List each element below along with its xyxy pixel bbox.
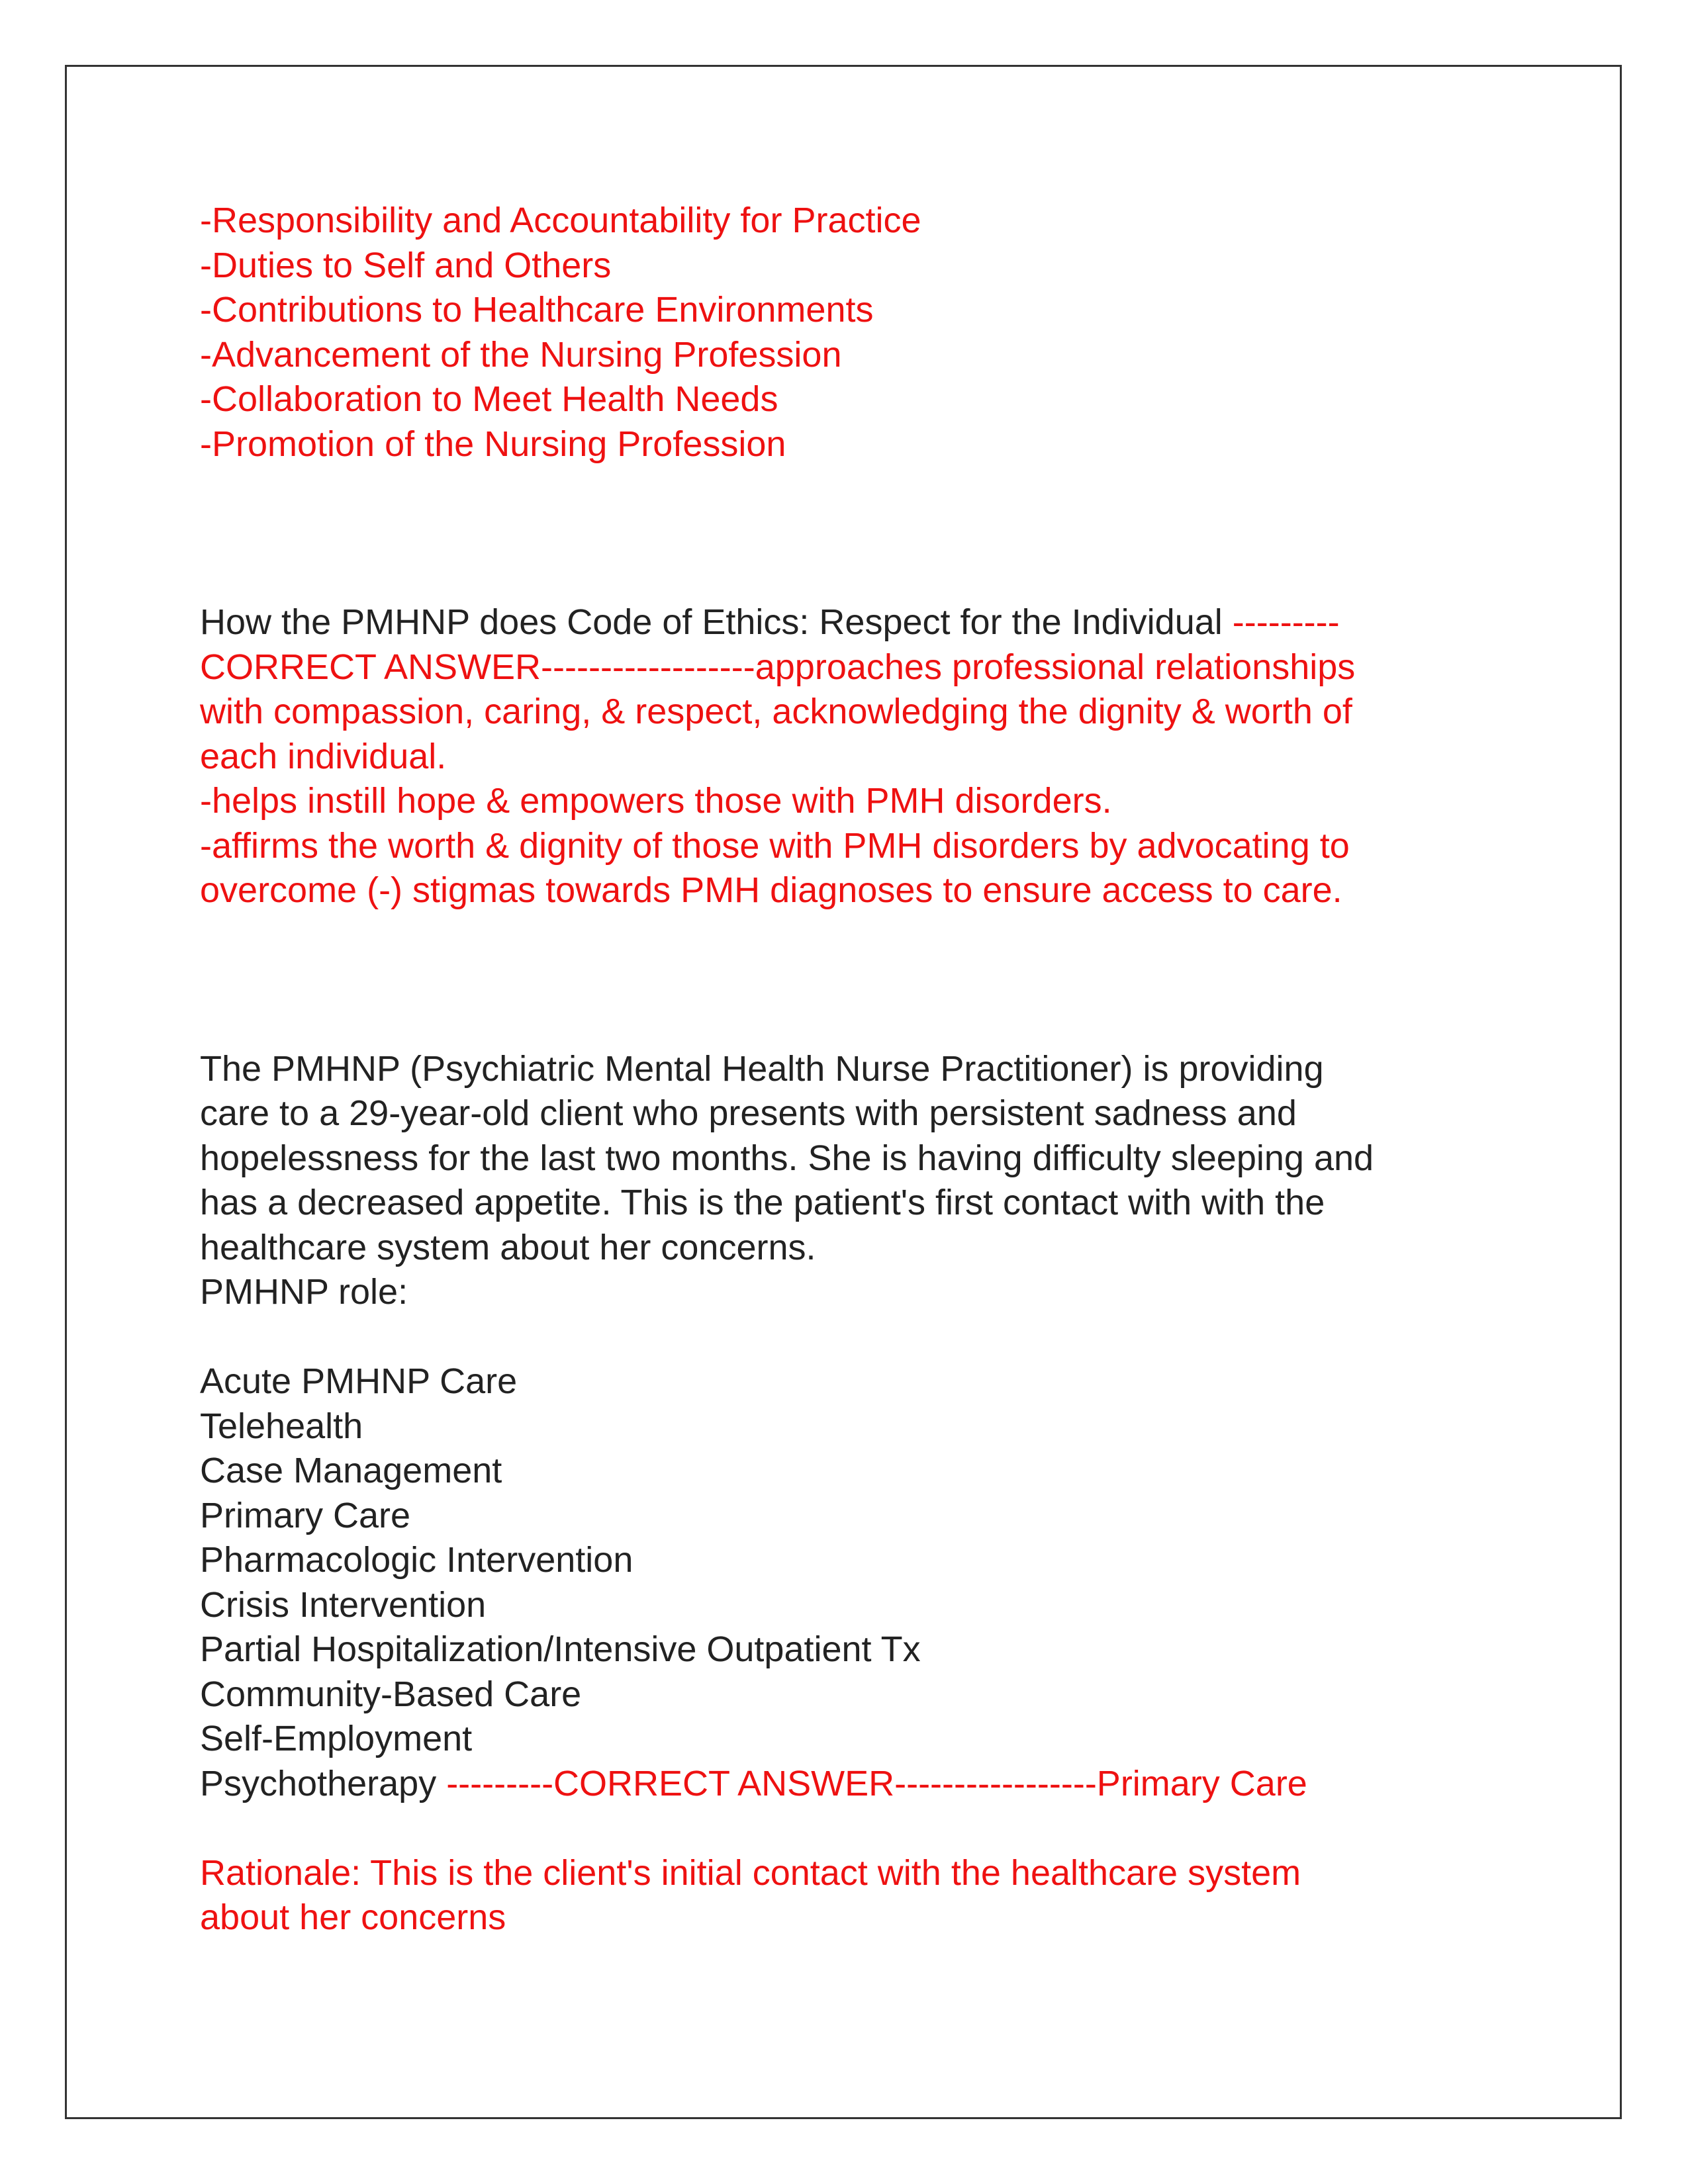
question-stem-line: care to a 29-year-old client who presents with persistent sadness and [200, 1093, 1297, 1133]
answer-line: -helps instill hope & empowers those with PMH disorders. [200, 781, 1112, 821]
answer-line: each individual. [200, 736, 447, 776]
answer-line: -affirms the worth & dignity of those with PMH disorders by advocating to [200, 825, 1350, 866]
section-gap [200, 467, 1511, 600]
ethics-list-item: -Advancement of the Nursing Profession [200, 334, 842, 375]
rationale [200, 1851, 1511, 1940]
option-item: Psychotherapy [200, 1763, 447, 1803]
question-stem-line: hopelessness for the last two months. She is having difficulty sleeping and [200, 1138, 1374, 1178]
ethics-list-item: -Promotion of the Nursing Profession [200, 424, 786, 464]
question-respect-individual [200, 600, 1511, 913]
answer-separator: --------- [1232, 602, 1340, 642]
ethics-list-item: -Contributions to Healthcare Environments [200, 290, 874, 330]
rationale-line: Rationale: This is the client's initial contact with the healthcare system [200, 1852, 1301, 1893]
answer-line: overcome (-) stigmas towards PMH diagnoses to ensure access to care. [200, 870, 1342, 910]
option-item: Telehealth [200, 1406, 363, 1446]
correct-answer: ---------CORRECT ANSWER-----------------Primary Care [446, 1763, 1307, 1803]
section-gap [200, 913, 1511, 1047]
answer-line: CORRECT ANSWER------------------approaches professional relationships [200, 647, 1356, 687]
question-stem-line: has a decreased appetite. This is the patient's first contact with with the [200, 1183, 1325, 1222]
option-item: Primary Care [200, 1495, 411, 1535]
option-item: Crisis Intervention [200, 1584, 487, 1625]
line-gap [200, 1315, 1511, 1360]
question-stem-line: The PMHNP (Psychiatric Mental Health Nurse Practitioner) is providing [200, 1048, 1324, 1089]
ethics-list-item: -Duties to Self and Others [200, 245, 612, 285]
option-item: Self-Employment [200, 1719, 473, 1758]
option-item: Partial Hospitalization/Intensive Outpatient Tx [200, 1629, 921, 1669]
option-item: Pharmacologic Intervention [200, 1540, 633, 1580]
ethics-list [200, 199, 1511, 467]
ethics-list-item: -Responsibility and Accountability for Practice [200, 201, 921, 240]
rationale-line: about her concerns [200, 1897, 506, 1937]
question-pmhnp-role [200, 1047, 1511, 1940]
option-item: Community-Based Care [200, 1674, 582, 1714]
question-stem-line: healthcare system about her concerns. [200, 1227, 816, 1267]
question-stem-line: PMHNP role: [200, 1272, 408, 1312]
option-item: Case Management [200, 1451, 502, 1490]
question-text: How the PMHNP does Code of Ethics: Respect for the Individual [200, 602, 1233, 642]
line-gap [200, 1806, 1511, 1851]
ethics-list-item: -Collaboration to Meet Health Needs [200, 379, 778, 419]
answer-line: with compassion, caring, & respect, acknowledging the dignity & worth of [200, 692, 1352, 731]
options-list [200, 1359, 1511, 1806]
option-item: Acute PMHNP Care [200, 1361, 518, 1401]
document-content [200, 199, 1511, 1940]
